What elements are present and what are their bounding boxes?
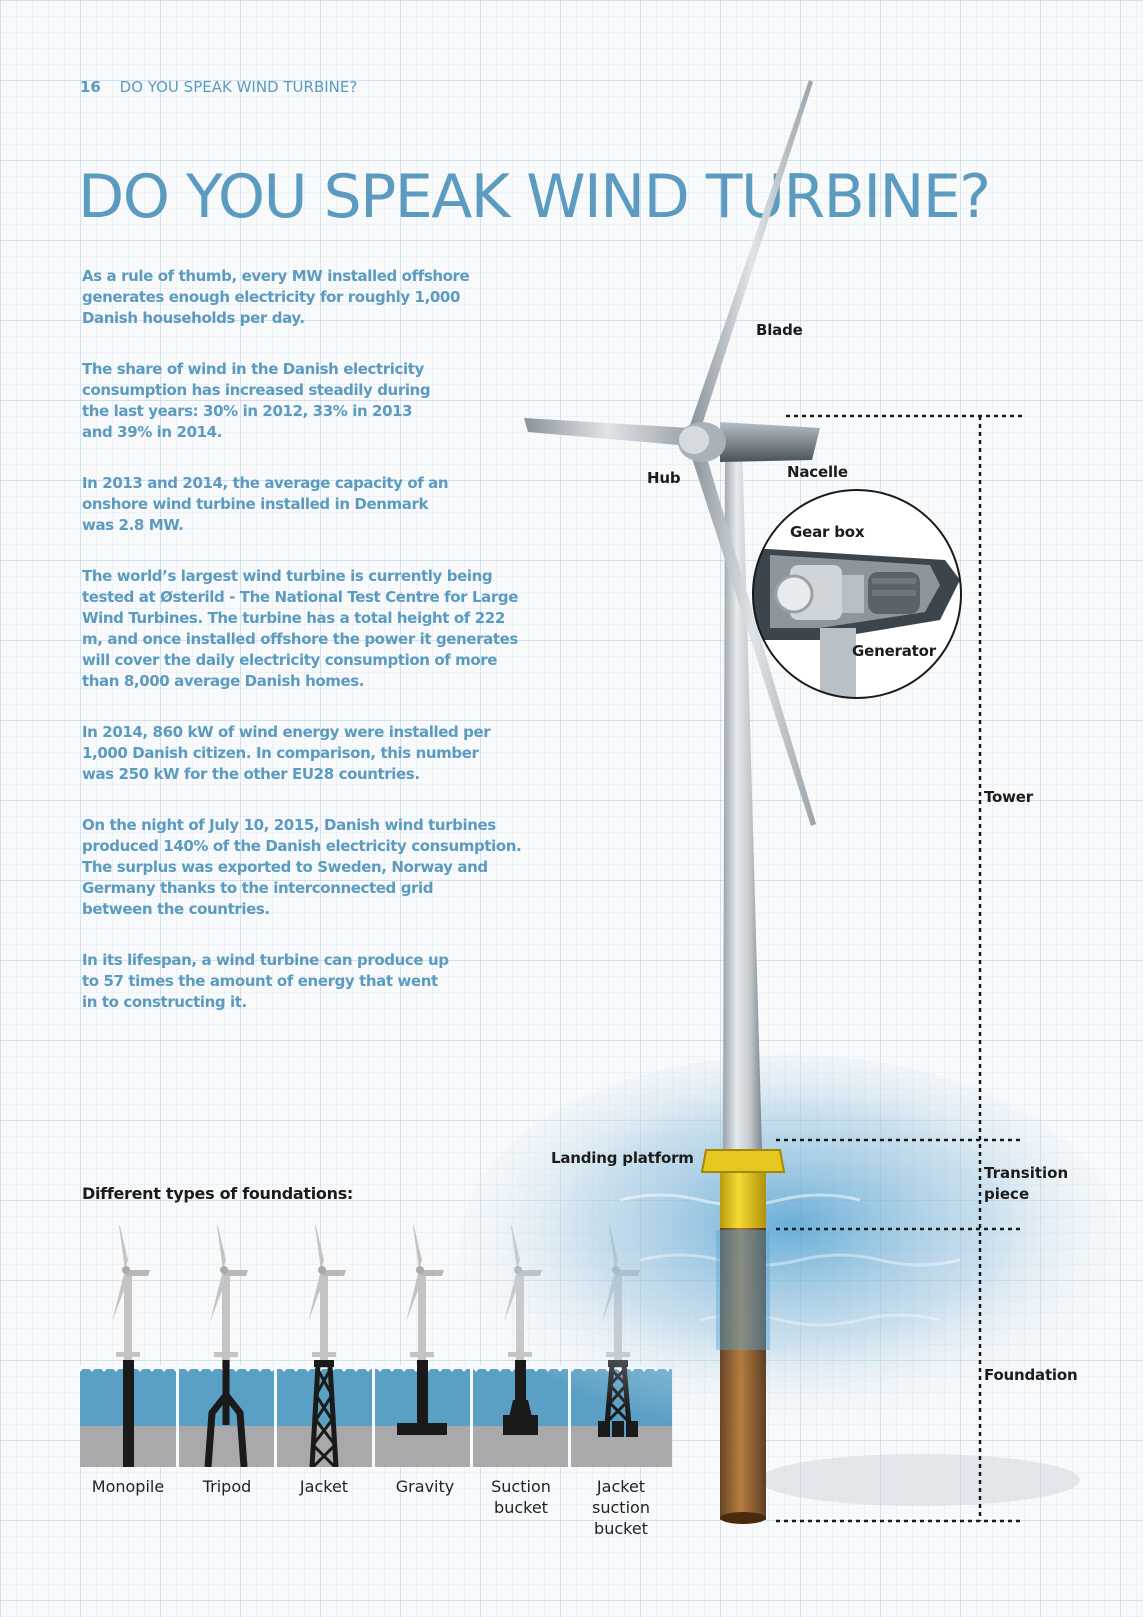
fact-line: Germany thanks to the interconnected grid: [82, 879, 434, 897]
fact-line: in to constructing it.: [82, 993, 247, 1011]
fact-line: tested at Østerild - The National Test Centre for Large: [82, 588, 518, 606]
foundation-label-line: Monopile: [91, 1477, 165, 1496]
foundation-label-line: Jacket: [299, 1477, 349, 1496]
foundation-label-line: Tripod: [202, 1477, 252, 1496]
fact-line: produced 140% of the Danish electricity consumption.: [82, 837, 522, 855]
fact-line: than 8,000 average Danish homes.: [82, 672, 365, 690]
label-foundation: Foundation: [984, 1366, 1078, 1384]
fact-line: to 57 times the amount of energy that went: [82, 972, 438, 990]
fact-line: The share of wind in the Danish electricity: [82, 360, 424, 378]
foundation-label-line: Gravity: [395, 1477, 455, 1496]
label-nacelle: Nacelle: [787, 463, 848, 481]
fact-line: 1,000 Danish citizen. In comparison, this number: [82, 744, 479, 762]
label-blade: Blade: [756, 321, 803, 339]
fact-line: generates enough electricity for roughly 1,000: [82, 288, 460, 306]
fact-line: In 2014, 860 kW of wind energy were installed per: [82, 723, 491, 741]
label-line: Transition: [984, 1164, 1069, 1182]
fact-line: m, and once installed offshore the power it generates: [82, 630, 518, 648]
fact-line: Wind Turbines. The turbine has a total height of 222: [82, 609, 505, 627]
nacelle: [720, 422, 820, 462]
fact-line: was 2.8 MW.: [82, 516, 184, 534]
fact-line: As a rule of thumb, every MW installed offshore: [82, 267, 470, 285]
fact-line: consumption has increased steadily during: [82, 381, 431, 399]
fact-line: the last years: 30% in 2012, 33% in 2013: [82, 402, 413, 420]
fact-line: The world’s largest wind turbine is currently being: [82, 567, 493, 585]
page-title: DO YOU SPEAK WIND TURBINE?: [78, 162, 990, 232]
fact-line: was 250 kW for the other EU28 countries.: [82, 765, 420, 783]
fact-line: In its lifespan, a wind turbine can produce up: [82, 951, 449, 969]
label-transition-piece: [984, 1163, 1068, 1205]
fact-line: The surplus was exported to Sweden, Norway and: [82, 858, 488, 876]
foundations-title: Different types of foundations:: [82, 1184, 354, 1203]
label-generator: Generator: [852, 642, 936, 660]
blade-left: [524, 418, 690, 446]
fact-line: In 2013 and 2014, the average capacity of an: [82, 474, 449, 492]
fact-line: onshore wind turbine installed in Denmark: [82, 495, 429, 513]
foundation-label-line: bucket: [594, 1519, 648, 1538]
page-number: 16: [80, 78, 101, 96]
label-gear-box: Gear box: [790, 523, 865, 541]
fact-line: between the countries.: [82, 900, 270, 918]
foundation-label-line: bucket: [494, 1498, 548, 1517]
foundation-label-line: Suction: [491, 1477, 551, 1496]
fact-line: and 39% in 2014.: [82, 423, 222, 441]
foundation-label-line: Jacket: [596, 1477, 646, 1496]
running-title: DO YOU SPEAK WIND TURBINE?: [119, 78, 358, 96]
fact-line: Danish households per day.: [82, 309, 305, 327]
fact-line: will cover the daily electricity consumption of more: [82, 651, 498, 669]
label-tower: Tower: [984, 788, 1033, 806]
fact-line: On the night of July 10, 2015, Danish wind turbines: [82, 816, 496, 834]
label-hub: Hub: [647, 469, 681, 487]
foundation-label-line: suction: [592, 1498, 650, 1517]
landing-platform: [702, 1150, 784, 1172]
label-line: piece: [984, 1185, 1030, 1203]
label-landing-platform: Landing platform: [551, 1149, 694, 1167]
blade-upper: [690, 80, 813, 425]
